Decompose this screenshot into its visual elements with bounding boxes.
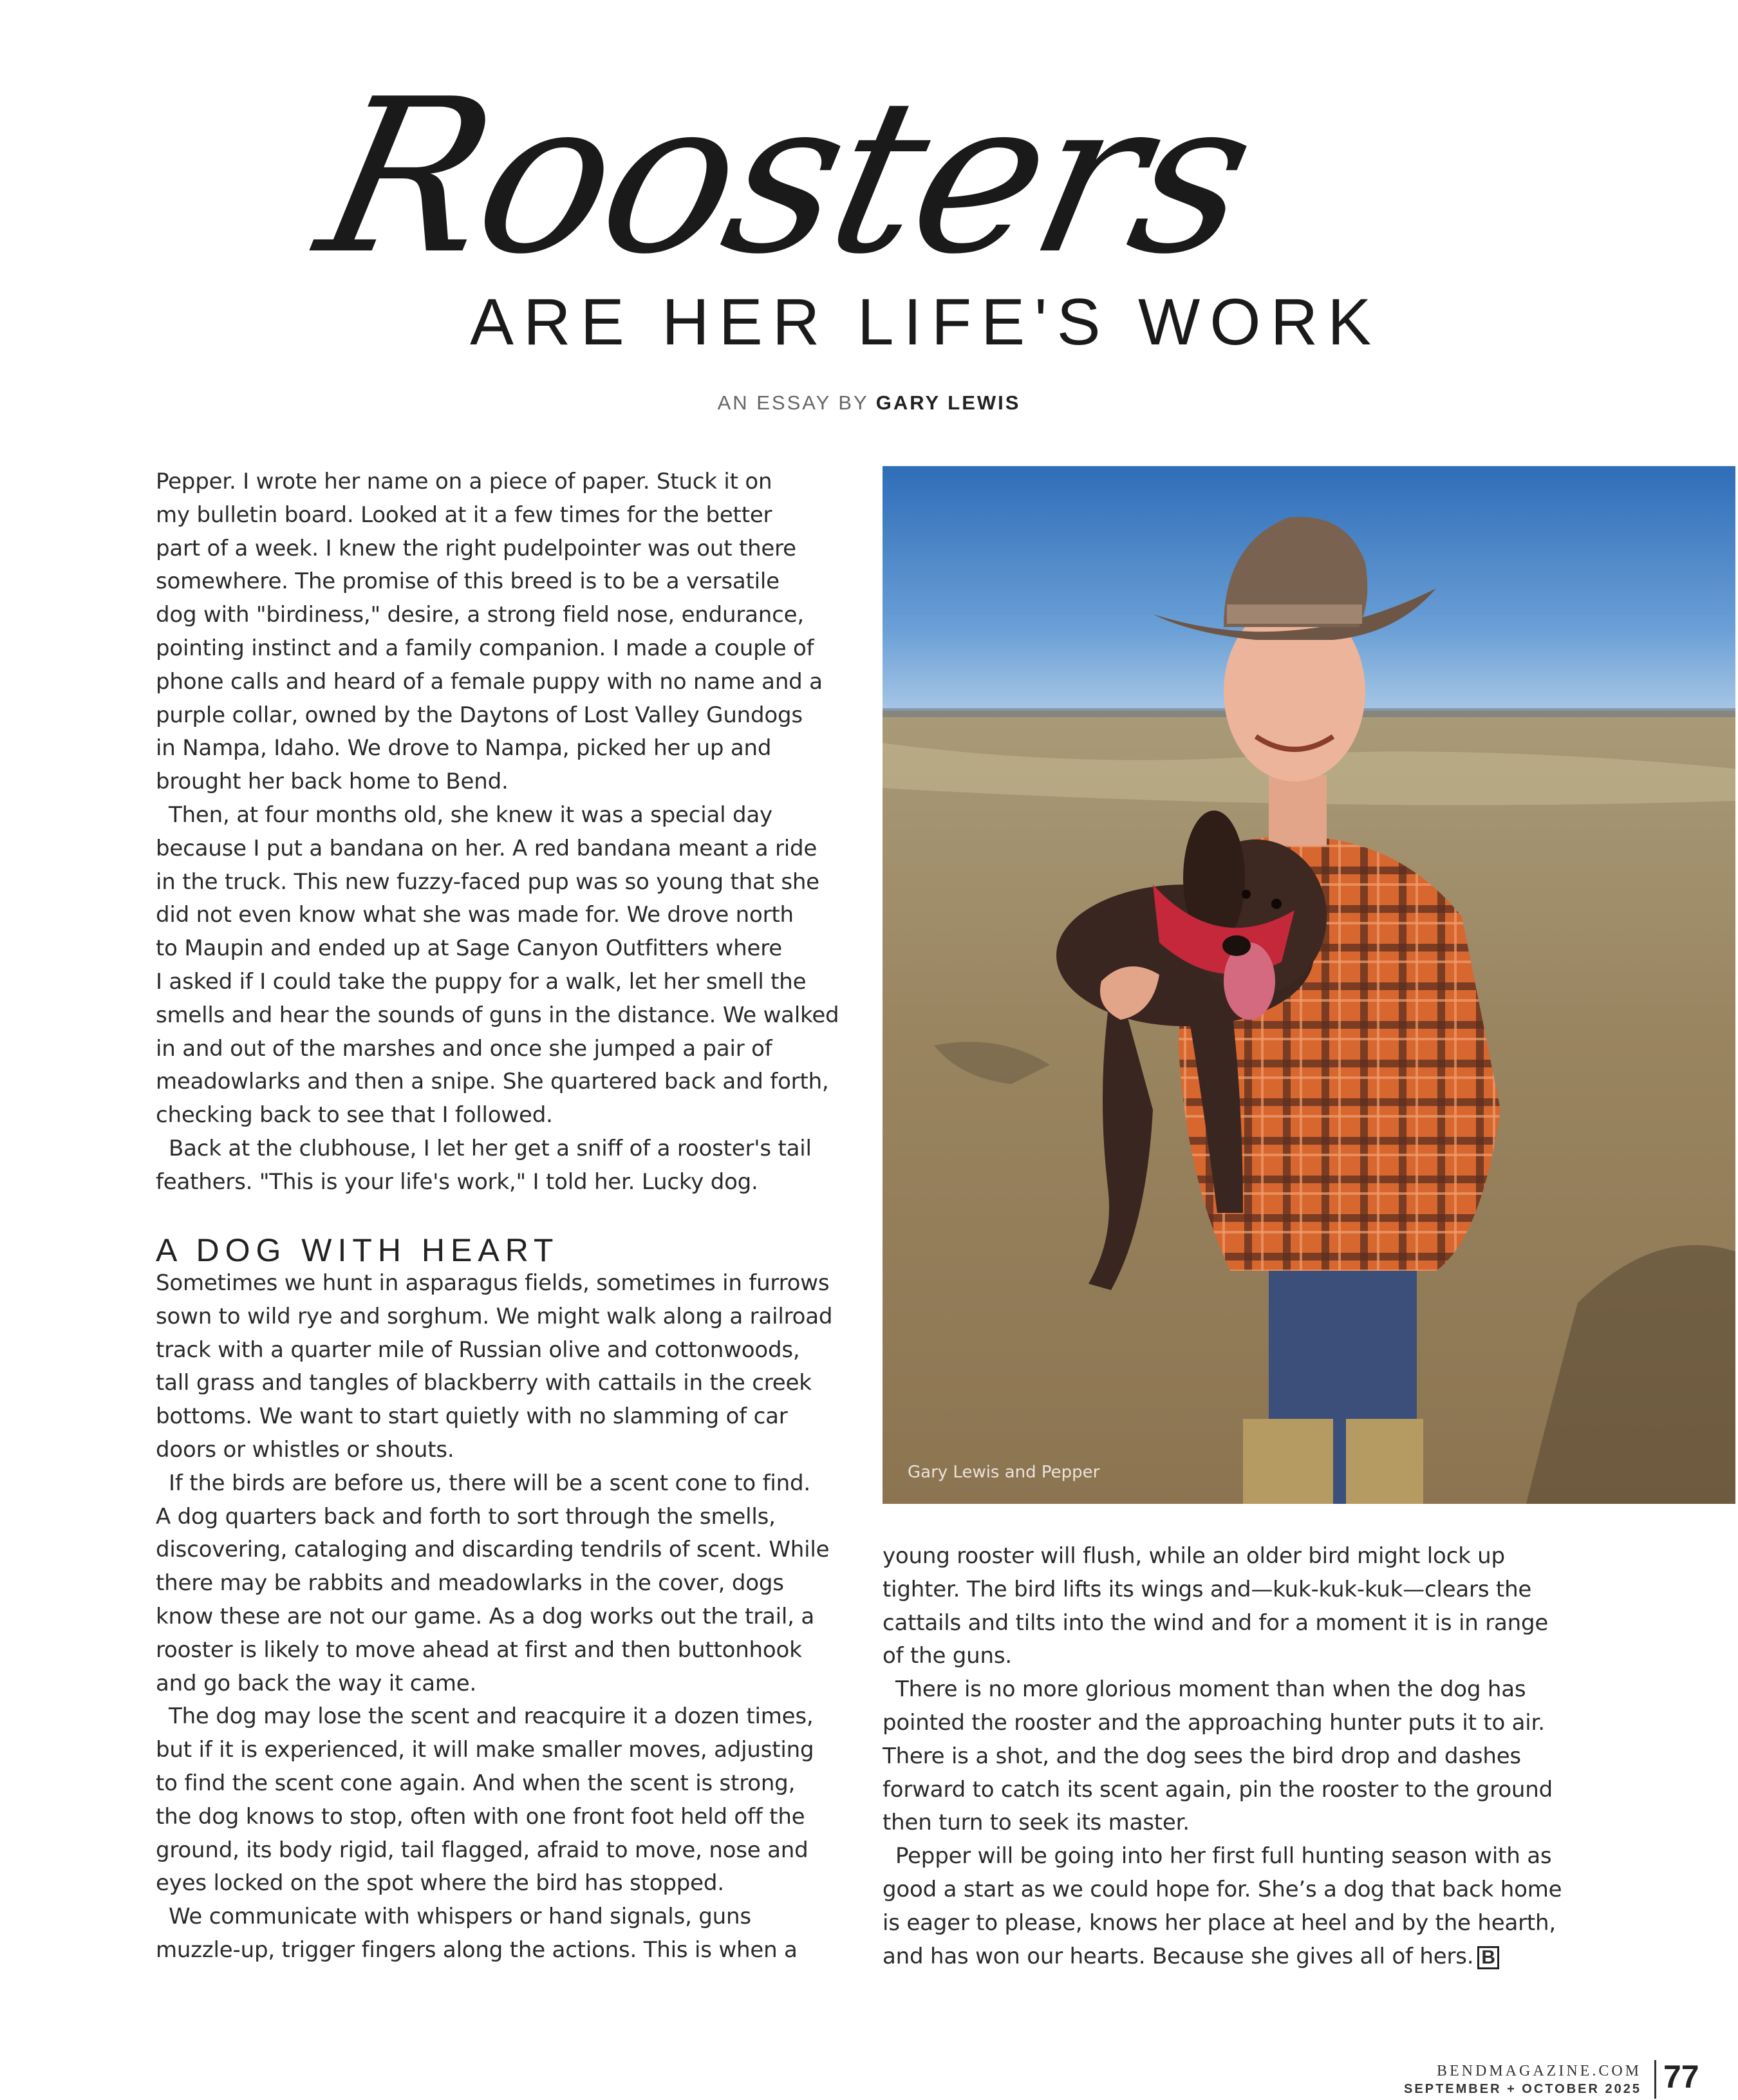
left-column-top: [156, 465, 864, 1199]
body-line: eyes locked on the spot where the bird has stopped.: [156, 1870, 724, 1897]
body-line: because I put a bandana on her. A red bandana meant a ride: [156, 835, 818, 861]
section-heading: A DOG WITH HEART: [156, 1232, 559, 1268]
body-line: muzzle-up, trigger fingers along the actions. This is when a: [156, 1936, 798, 1963]
body-line: tighter. The bird lifts its wings and—kuk-kuk-kuk—clears the: [883, 1576, 1532, 1602]
body-line: to Maupin and ended up at Sage Canyon Outfitters where: [156, 935, 782, 962]
body-line: sown to wild rye and sorghum. We might walk along a railroad: [156, 1303, 833, 1329]
body-line: did not even know what she was made for. We drove north: [156, 902, 794, 928]
title-subtitle: ARE HER LIFE'S WORK: [470, 285, 1381, 359]
body-line: track with a quarter mile of Russian olive and cottonwoods,: [156, 1336, 800, 1363]
body-line: doors or whistles or shouts.: [156, 1436, 454, 1463]
body-line: brought her back home to Bend.: [156, 769, 509, 795]
folio-divider: [1654, 2060, 1656, 2099]
body-line: checking back to see that I followed.: [156, 1102, 553, 1129]
body-line: cattails and tilts into the wind and for a moment it is in range: [883, 1609, 1549, 1636]
body-line: Then, at four months old, she knew it was a special day: [169, 802, 772, 828]
left-column-bottom: [156, 1267, 864, 1967]
body-line-last: [883, 1940, 1591, 1974]
title-script: Roosters: [301, 53, 1270, 301]
end-mark-icon: B: [1477, 1946, 1499, 1969]
body-line: but if it is experienced, it will make smaller moves, adjusting: [156, 1737, 814, 1763]
byline: [0, 391, 1738, 415]
body-line: in Nampa, Idaho. We drove to Nampa, picked her up and: [156, 735, 772, 762]
body-line: smells and hear the sounds of guns in the distance. We walked: [156, 1002, 839, 1028]
body-line: feathers. "This is your life's work," I told her. Lucky dog.: [156, 1168, 758, 1195]
body-line-text: and has won our hearts. Because she gives all of hers.: [883, 1943, 1474, 1969]
body-line: rooster is likely to move ahead at first and then buttonhook: [156, 1636, 802, 1663]
body-line: and go back the way it came.: [156, 1670, 477, 1696]
body-line: Pepper. I wrote her name on a piece of paper. Stuck it on: [156, 469, 772, 494]
body-line: to find the scent cone again. And when the scent is strong,: [156, 1770, 796, 1796]
body-line: young rooster will flush, while an older bird might lock up: [883, 1543, 1505, 1569]
photo-illustration: [883, 466, 1735, 1504]
body-line: discovering, cataloging and discarding tendrils of scent. While: [156, 1537, 830, 1563]
body-line: A dog quarters back and forth to sort through the smells,: [156, 1503, 776, 1530]
body-line: bottoms. We want to start quietly with no slamming of car: [156, 1403, 788, 1430]
body-line: tall grass and tangles of blackberry with cattails in the creek: [156, 1370, 812, 1396]
body-line: good a start as we could hope for. She’s a dog that back home: [883, 1876, 1562, 1902]
photo-caption: Gary Lewis and Pepper: [908, 1463, 1100, 1482]
body-line: ground, its body rigid, tail flagged, afraid to move, nose and: [156, 1837, 808, 1863]
body-line: dog with "birdiness," desire, a strong field nose, endurance,: [156, 602, 804, 628]
right-column: [883, 1540, 1591, 1973]
body-line: part of a week. I knew the right pudelpointer was out there: [156, 535, 796, 561]
byline-author: GARY LEWIS: [875, 391, 1021, 414]
page-number: 77: [1663, 2059, 1699, 2095]
body-line: somewhere. The promise of this breed is to be a versatile: [156, 568, 780, 595]
body-line: the dog knows to stop, often with one front foot held off the: [156, 1803, 805, 1830]
body-line: forward to catch its scent again, pin the rooster to the ground: [883, 1776, 1553, 1803]
body-line: pointed the rooster and the approaching hunter puts it to air.: [883, 1709, 1545, 1736]
folio-site: BENDMAGAZINE.COM: [1437, 2063, 1641, 2079]
body-line: Pepper will be going into her first full hunting season with as: [895, 1843, 1552, 1870]
body-line: I asked if I could take the puppy for a walk, let her smell the: [156, 968, 807, 995]
byline-prefix: AN ESSAY BY: [717, 391, 869, 414]
body-line: of the guns.: [883, 1643, 1012, 1669]
body-line: pointing instinct and a family companion. I made a couple of: [156, 635, 814, 661]
body-line: meadowlarks and then a snipe. She quartered back and forth,: [156, 1069, 829, 1095]
body-line: If the birds are before us, there will be a scent cone to find.: [169, 1470, 810, 1496]
body-line: is eager to please, knows her place at heel and by the hearth,: [883, 1909, 1556, 1936]
body-line: The dog may lose the scent and reacquire it a dozen times,: [169, 1703, 814, 1730]
body-line: purple collar, owned by the Daytons of Lost Valley Gundogs: [156, 702, 803, 728]
body-line: There is no more glorious moment than when the dog has: [895, 1676, 1526, 1703]
folio-issue: SEPTEMBER + OCTOBER 2025: [1404, 2082, 1641, 2096]
body-line: there may be rabbits and meadowlarks in the cover, dogs: [156, 1570, 784, 1597]
body-line: then turn to seek its master.: [883, 1810, 1190, 1836]
body-line: my bulletin board. Looked at it a few times for the better: [156, 502, 772, 528]
body-line: Back at the clubhouse, I let her get a sniff of a rooster's tail: [169, 1135, 812, 1161]
body-line: We communicate with whispers or hand signals, guns: [169, 1904, 751, 1930]
body-line: Sometimes we hunt in asparagus fields, sometimes in furrows: [156, 1270, 830, 1296]
photo-gary-and-pepper: [883, 466, 1735, 1504]
body-line: know these are not our game. As a dog works out the trail, a: [156, 1603, 814, 1629]
body-line: phone calls and heard of a female puppy with no name and a: [156, 668, 823, 695]
body-line: in and out of the marshes and once she jumped a pair of: [156, 1035, 772, 1062]
body-line: in the truck. This new fuzzy-faced pup was so young that she: [156, 868, 819, 895]
body-line: There is a shot, and the dog sees the bird drop and dashes: [883, 1743, 1521, 1769]
